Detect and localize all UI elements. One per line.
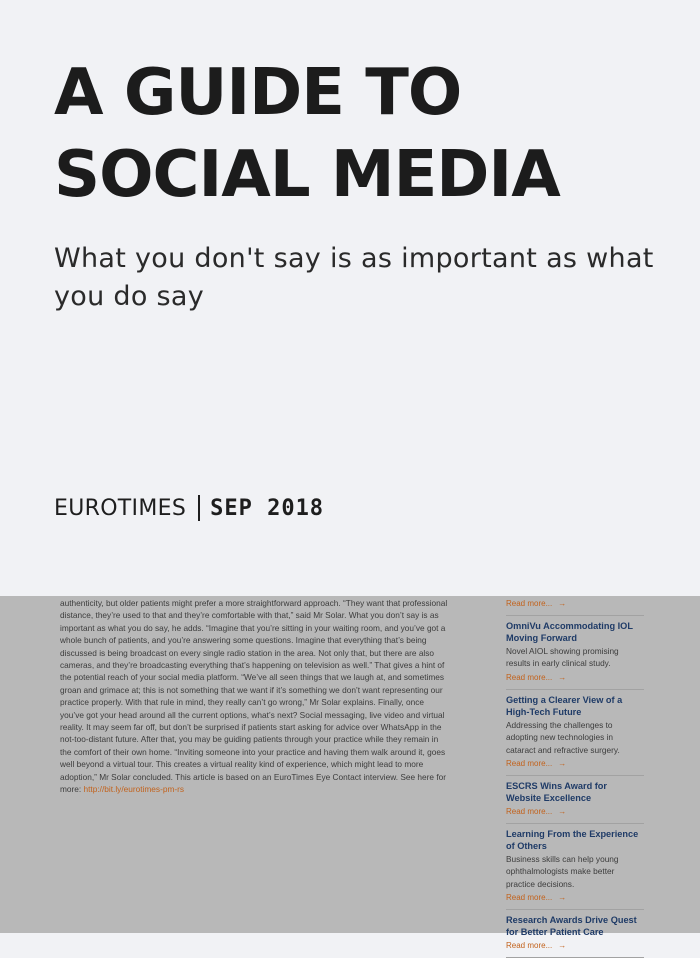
article-preview-screenshot — [0, 596, 700, 951]
arrow-right-icon: → — [558, 672, 567, 682]
read-more-link[interactable]: Read more... → — [506, 893, 567, 903]
byline — [54, 493, 324, 523]
sidebar-item — [506, 616, 644, 690]
arrow-right-icon: → — [558, 807, 567, 817]
page-title — [54, 52, 674, 216]
title-line-1: A GUIDE TO — [54, 56, 462, 130]
sidebar-item — [506, 690, 644, 776]
publication-name: EUROTIMES — [54, 495, 187, 521]
byline-divider — [198, 495, 200, 521]
article-link[interactable]: http://bit.ly/eurotimes-pm-rs — [83, 784, 185, 795]
sidebar-item — [506, 910, 644, 958]
sidebar-item-title[interactable]: Learning From the Experience of Others — [506, 829, 639, 852]
sidebar-item-title[interactable]: ESCRS Wins Award for Website Excellence — [506, 781, 607, 804]
sidebar-item — [506, 824, 644, 910]
sidebar-item — [506, 776, 644, 824]
read-more-link[interactable]: Read more... → — [506, 941, 567, 951]
sidebar-item-title[interactable]: Getting a Clearer View of a High-Tech Future — [506, 694, 623, 717]
article-paragraph: authenticity, but older patients might prefer a more straightforward approach. “They want that professional distance, they’re used to that and they’re comfortable with that,” said Mr Solar. What you don’t say is as important as what you do say, he adds. “Imagine that you’re sitting in your waiting room, and you’ve got a whole bunch of patients, and you’re answering some questions. Imagine that everything that’s being discussed is being broadcast on every single radio station in the area. Not only that, but there are also cameras, and they’re broadcasting everything that’s happening on television as well.” That gives a hint of the potential reach of your social media platform. “We’ve all seen things that we laugh at, and sometimes groan and grimace at; this is not something that we want if it’s something we don’t want representing our practice properly. With that rule in mind, they really can’t go wrong,” Mr Solar explains. Finally, once you’ve got your head around all the current options, what’s next? Social messaging, live video and virtual reality. It may seem far off, but don’t be surprised if patients start asking for advice over WhatsApp in the not-too-distant future. After that, you may be guiding patients through your practice while they remain in the comfort of their own home. “Inviting someone into your practice and having them walk around it, goes well beyond a virtual tour. This creates a virtual reality kind of experience, which might lead to more adoption,” Mr Solar concluded. This article is based on an EuroTimes Eye Contact interview. See here for more: — [60, 598, 448, 795]
sidebar-item-title[interactable]: Research Awards Drive Quest for Better Patient Care — [506, 915, 637, 938]
arrow-right-icon: → — [558, 759, 567, 769]
related-articles-sidebar — [506, 596, 644, 958]
arrow-right-icon: → — [558, 893, 567, 903]
read-more-link[interactable]: Read more... → — [506, 672, 567, 682]
read-more-link[interactable]: Read more... → — [506, 807, 567, 817]
publication-date: SEP 2018 — [210, 495, 325, 521]
sidebar-item-desc: Addressing the challenges to adopting new technologies in cataract and refractive surgery. — [506, 719, 620, 755]
read-more-link[interactable]: Read more... → — [506, 759, 567, 769]
sidebar-item-desc: Business skills can help young ophthalmologists make better practice decisions. — [506, 854, 619, 889]
sidebar-item — [506, 598, 644, 616]
article-body — [60, 597, 450, 796]
read-more-link[interactable]: Read more... → — [506, 599, 567, 608]
subtitle: What you don't say is as important as what you do say — [54, 243, 654, 312]
arrow-right-icon: → — [558, 941, 567, 951]
sidebar-item-title[interactable]: OmniVu Accommodating IOL Moving Forward — [506, 621, 633, 643]
title-line-2: SOCIAL MEDIA — [54, 138, 560, 212]
sidebar-item-desc: Novel AIOL showing promising results in early clinical study. — [506, 646, 619, 669]
arrow-right-icon: → — [558, 599, 567, 608]
